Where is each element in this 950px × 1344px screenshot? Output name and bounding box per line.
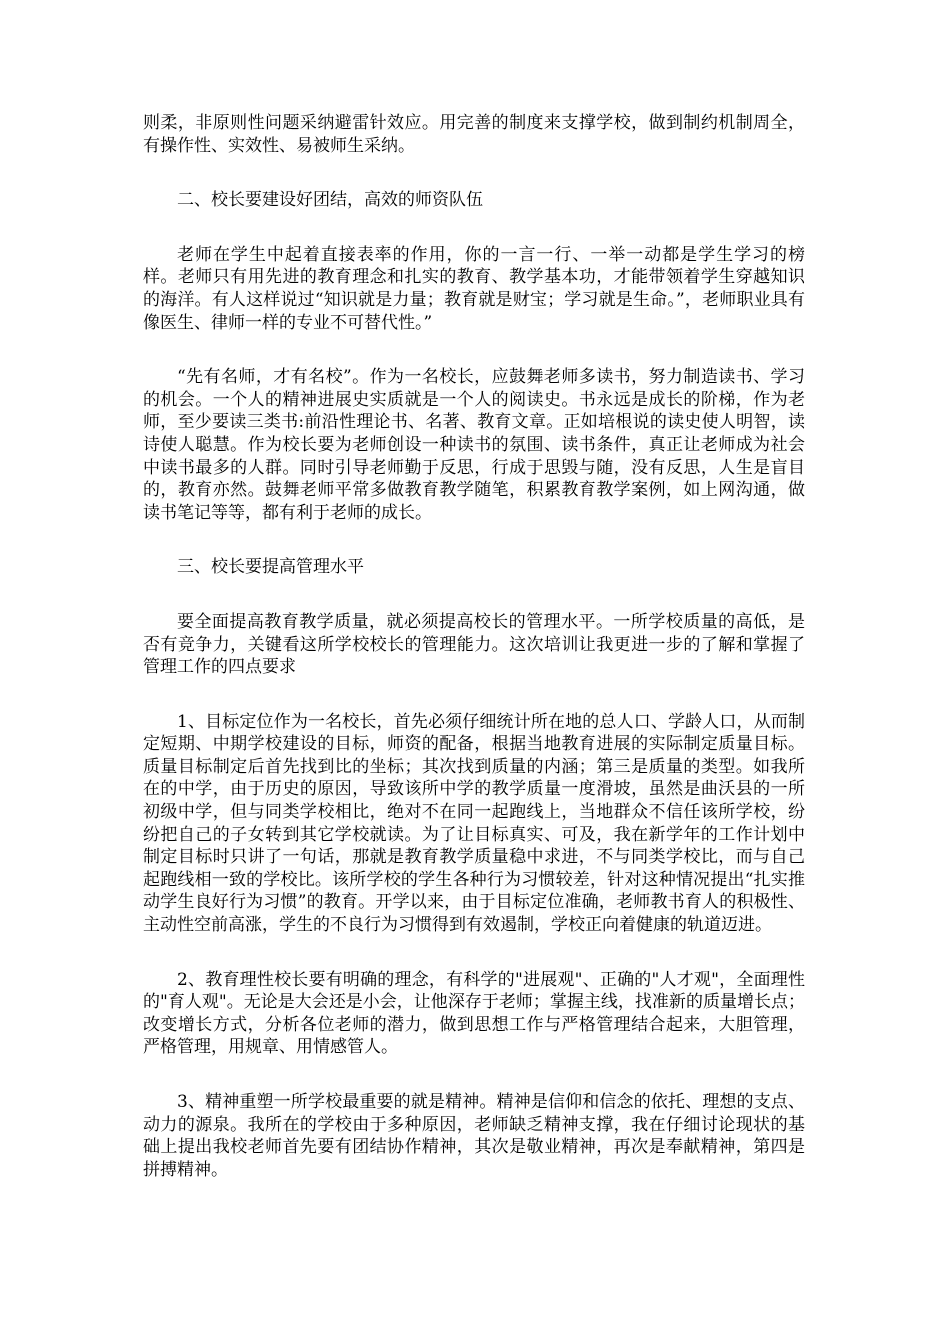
paragraph-reading: “先有名师，才有名校”。作为一名校长，应鼓舞老师多读书，努力制造读书、学习的机会。一个人的精神进展史实质就是一个人的阅读史。书永远是成长的阶梯，作为老师，至少要读三类书:前沿性理论书、名著、教育文章。正如培根说的读史使人明智，读诗使人聪慧。作为校长要为老师创设一种读书的氛围、读书条件，真正让老师成为社会中读书最多的人群。同时引导老师勤于反思，行成于思毁与随，没有反思，人生是盲目的，教育亦然。鼓舞老师平常多做教育教学随笔，积累教育教学案例，如上网沟通，做读书笔记等等，都有利于老师的成长。	[143, 367, 805, 523]
paragraph-goal-setting: 1、目标定位作为一名校长，首先必须仔细统计所在地的总人口、学龄人口，从而制定短期、中期学校建设的目标，师资的配备，根据当地教育进展的实际制定质量目标。质量目标制定后首先找到比的坐标；其次找到质量的内涵；第三是质量的类型。如我所在的中学，由于历史的原因，导致该所中学的教学质量一度滑坡，虽然是曲沃县的一所初级中学，但与同类学校相比，绝对不在同一起跑线上，当地群众不信任该所学校，纷纷把自己的子女转到其它学校就读。为了让目标真实、可及，我在新学年的工作计划中制定目标时只讲了一句话，那就是教育教学质量稳中求进，不与同类学校比，而与自己起跑线相一致的学校比。该所学校的学生各种行为习惯较差，针对这种情况提出“扎实推动学生良好行为习惯”的教育。开学以来，由于目标定位准确，老师教书育人的积极性、主动性空前高涨，学生的不良行为习惯得到有效遏制，学校正向着健康的轨道迈进。	[143, 711, 805, 936]
document-body	[143, 112, 805, 1213]
paragraph-education-reason: 2、教育理性校长要有明确的理念，有科学的"进展观"、正确的"人才观"，全面理性的"育人观"。无论是大会还是小会，让他深存于老师；掌握主线，找准新的质量增长点；改变增长方式，分析各位老师的潜力，做到思想工作与严格管理结合起来，大胆管理，严格管理，用规章、用情感管人。	[143, 969, 805, 1058]
paragraph-management-intro: 要全面提高教育教学质量，就必须提高校长的管理水平。一所学校质量的高低，是否有竞争力，关键看这所学校校长的管理能力。这次培训让我更进一步的了解和掌握了管理工作的四点要求	[143, 611, 805, 678]
section-heading-2: 二、校长要建设好团结，高效的师资队伍	[177, 190, 483, 211]
paragraph-spirit: 3、精神重塑一所学校最重要的就是精神。精神是信仰和信念的依托、理想的支点、动力的源泉。我所在的学校由于多种原因，老师缺乏精神支撑，我在仔细讨论现状的基础上提出我校老师首先要有团结协作精神，其次是敬业精神，再次是奉献精神，第四是拼搏精神。	[143, 1092, 805, 1180]
section-heading-3: 三、校长要提高管理水平	[177, 557, 364, 578]
paragraph-teacher-role: 老师在学生中起着直接表率的作用，你的一言一行、一举一动都是学生学习的榜样。老师只有用先进的教育理念和扎实的教育、教学基本功，才能带领着学生穿越知识的海洋。有人这样说过“知识就是力量；教育就是财宝；学习就是生命。”，老师职业具有像医生、律师一样的专业不可替代性。”	[143, 244, 805, 333]
paragraph-continuation: 则柔，非原则性问题采纳避雷针效应。用完善的制度来支撑学校，做到制约机制周全，有操作性、实效性、易被师生采纳。	[143, 113, 805, 156]
